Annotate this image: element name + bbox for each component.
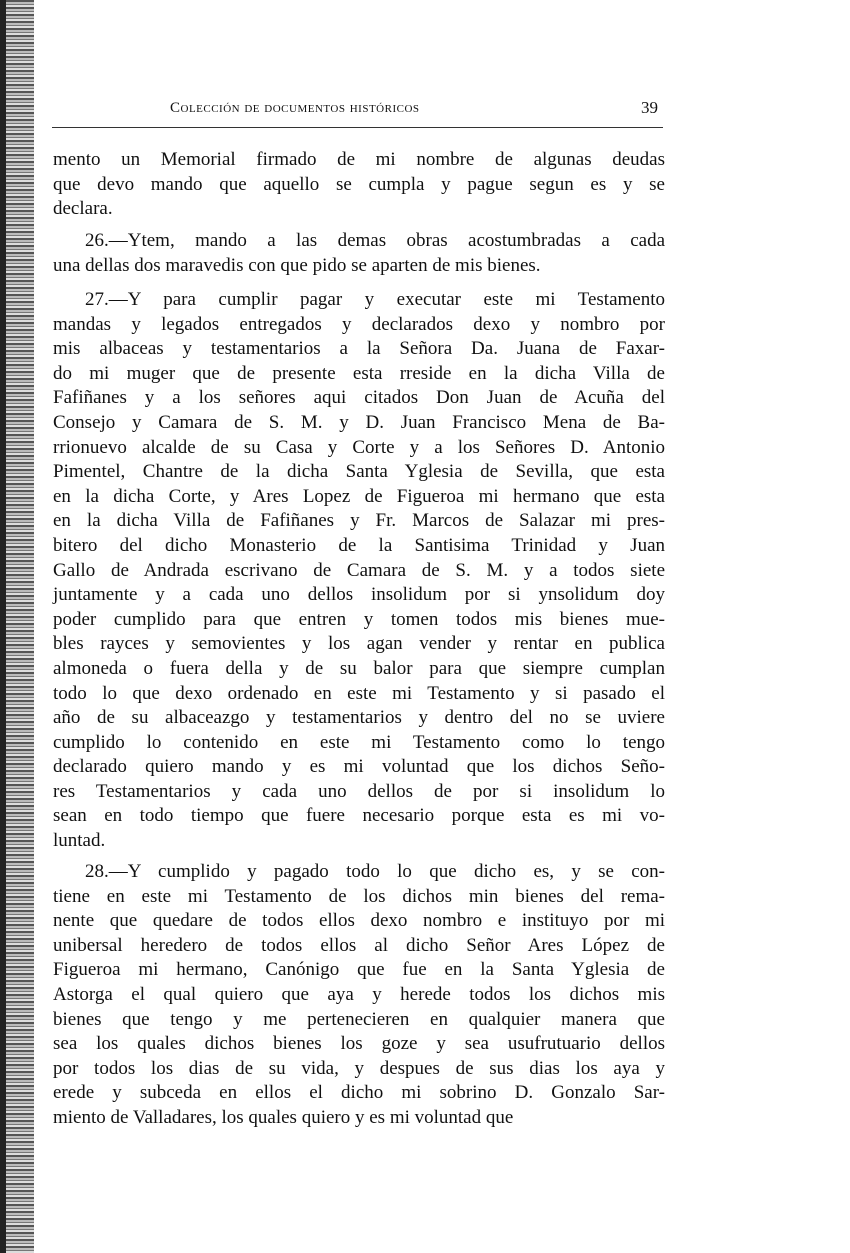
text-line: 27.—Y para cumplir pagar y executar este mi Testamento (85, 289, 665, 310)
text-line: que devo mando que aquello se cumpla y pague segun es y se (53, 173, 665, 195)
text-line: tiene en este mi Testamento de los dichos min bienes del rema- (53, 885, 665, 907)
page-number: 39 (641, 98, 658, 117)
running-header: Colección de documentos históricos (170, 100, 420, 116)
text-line: mento un Memorial firmado de mi nombre de algunas deudas (53, 149, 665, 170)
text-line: Pimentel, Chantre de la dicha Santa Yglesia de Sevilla, que esta (53, 461, 665, 483)
text-line: año de su albaceazgo y testamentarios y dentro del no se uviere (53, 707, 665, 729)
paragraph-27 (53, 288, 665, 854)
text-line: Astorga el qual quiero que aya y herede todos los dichos mis (53, 983, 665, 1005)
text-line: 28.—Y cumplido y pagado todo lo que dicho es, y se con- (85, 861, 665, 882)
text-line: nente que quedare de todos ellos dexo nombro e instituyo por mi (53, 910, 665, 932)
paragraph-25-continuation (53, 148, 665, 222)
text-line: todo lo que dexo ordenado en este mi Testamento y si pasado el (53, 682, 665, 704)
text-line: Figueroa mi hermano, Canónigo que fue en la Santa Yglesia de (53, 959, 665, 981)
text-line: declara. (53, 198, 113, 220)
text-line: res Testamentarios y cada uno dellos de por si insolidum lo (53, 780, 665, 802)
text-line: bienes que tengo y me pertenecieren en qualquier manera que (53, 1008, 665, 1030)
text-line: Consejo y Camara de S. M. y D. Juan Francisco Mena de Ba- (53, 411, 665, 433)
text-line: Gallo de Andrada escrivano de Camara de S. M. y a todos siete (53, 559, 665, 581)
text-line: 26.—Ytem, mando a las demas obras acostumbradas a cada (85, 230, 665, 251)
text-line: mis albaceas y testamentarios a la Señora Da. Juana de Faxar- (53, 338, 665, 360)
text-line: almoneda o fuera della y de su balor para que siempre cumplan (53, 657, 665, 679)
text-line: una dellas dos maravedis con que pido se aparten de mis bienes. (53, 254, 541, 276)
header-rule (52, 127, 663, 128)
text-line: en la dicha Villa de Fafiñanes y Fr. Marcos de Salazar mi pres- (53, 510, 665, 532)
text-line: cumplido lo contenido en este mi Testamento como lo tengo (53, 731, 665, 753)
text-line: rrionuevo alcalde de su Casa y Corte y a los Señores D. Antonio (53, 436, 665, 458)
text-line: en la dicha Corte, y Ares Lopez de Figueroa mi hermano que esta (53, 485, 665, 507)
text-line: unibersal heredero de todos ellos al dicho Señor Ares López de (53, 934, 665, 956)
paragraph-26 (53, 229, 665, 278)
text-line: bles rayces y semovientes y los agan vender y rentar en publica (53, 633, 665, 655)
text-line: miento de Valladares, los quales quiero y es mi voluntad que (53, 1106, 514, 1128)
text-line: juntamente y a cada uno dellos insolidum por si ynsolidum doy (53, 584, 665, 606)
text-line: Fafiñanes y a los señores aqui citados Don Juan de Acuña del (53, 387, 665, 409)
text-line: poder cumplido para que entren y tomen todos mis bienes mue- (53, 608, 665, 630)
text-line: do mi muger que de presente esta rreside en la dicha Villa de (53, 362, 665, 384)
text-line: declarado quiero mando y es mi voluntad que los dichos Seño- (53, 756, 665, 778)
text-line: bitero del dicho Monasterio de la Santisima Trinidad y Juan (53, 534, 665, 556)
text-line: sean en todo tiempo que fuere necesario porque esta es mi vo- (53, 805, 665, 827)
paragraph-28 (53, 860, 665, 1131)
scan-binding-shadow (0, 0, 6, 1253)
text-line: sea los quales dichos bienes los goze y sea usufrutuario dellos (53, 1033, 665, 1055)
text-line: mandas y legados entregados y declarados dexo y nombro por (53, 313, 665, 335)
text-line: por todos los dias de su vida, y despues de sus dias los aya y (53, 1057, 665, 1079)
text-line: erede y subceda en ellos el dicho mi sobrino D. Gonzalo Sar- (53, 1082, 665, 1104)
text-line: luntad. (53, 830, 106, 852)
